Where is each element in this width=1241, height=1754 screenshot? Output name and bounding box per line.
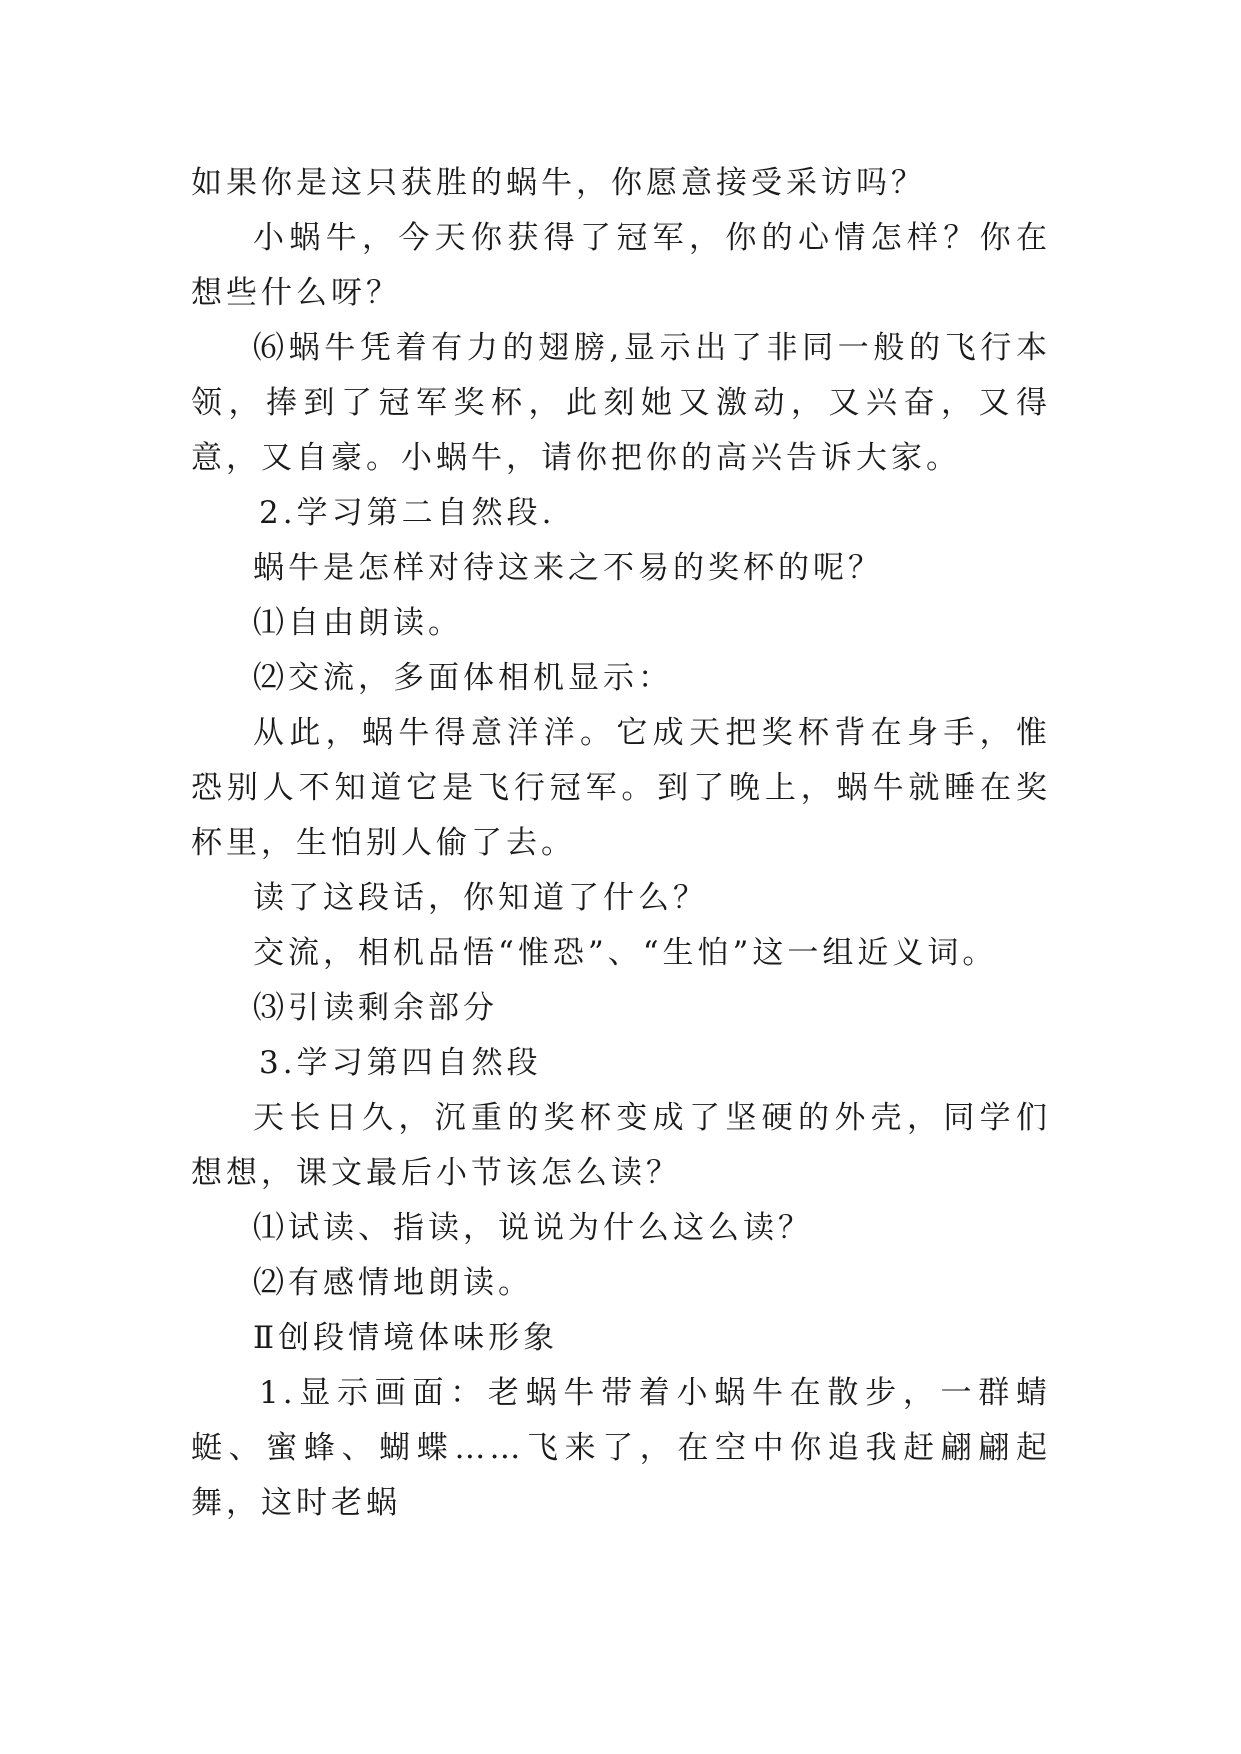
paragraph-5: 蜗牛是怎样对待这来之不易的奖杯的呢？ xyxy=(253,550,883,586)
paragraph-2: 小蜗牛，今天你获得了冠军，你的心情怎样？你在想些什么呀？ xyxy=(191,220,1051,311)
section-heading-3: 3.学习第四自然段 xyxy=(259,1045,542,1081)
list-item-2: ⑵交流，多面体相机显示： xyxy=(253,660,673,696)
paragraph-13: 天长日久，沉重的奖杯变成了坚硬的外壳，同学们想想，课文最后小节该怎么读？ xyxy=(191,1100,1051,1191)
paragraph-9: 读了这段话，你知道了什么？ xyxy=(253,880,708,916)
section-heading-ii: Ⅱ创段情境体味形象 xyxy=(253,1320,559,1356)
paragraph-1: 如果你是这只获胜的蜗牛，你愿意接受采访吗？ xyxy=(191,165,926,201)
body-text xyxy=(191,156,1051,1531)
paragraph-10: 交流，相机品悟“惟恐”、“生怕”这一组近义词。 xyxy=(253,935,998,971)
list-item-3: ⑶引读剩余部分 xyxy=(253,990,498,1026)
paragraph-8: 从此，蜗牛得意洋洋。它成天把奖杯背在身手，惟恐别人不知道它是飞行冠军。到了晚上，蜗牛就睡在奖杯里，生怕别人偷了去。 xyxy=(191,715,1051,861)
list-item-5: ⑵有感情地朗读。 xyxy=(253,1265,533,1301)
paragraph-17: 1.显示画面：老蜗牛带着小蜗牛在散步，一群蜻蜓、蜜蜂、蝴蝶……飞来了，在空中你追我赶翩翩起舞，这时老蜗 xyxy=(191,1375,1051,1521)
paragraph-3: ⑹蜗牛凭着有力的翅膀,显示出了非同一般的飞行本领，捧到了冠军奖杯，此刻她又激动，又兴奋，又得意，又自豪。小蜗牛，请你把你的高兴告诉大家。 xyxy=(191,330,1051,476)
section-heading-2: 2.学习第二自然段. xyxy=(259,495,556,531)
list-item-1: ⑴自由朗读。 xyxy=(253,605,463,641)
list-item-4: ⑴试读、指读，说说为什么这么读？ xyxy=(253,1210,813,1246)
